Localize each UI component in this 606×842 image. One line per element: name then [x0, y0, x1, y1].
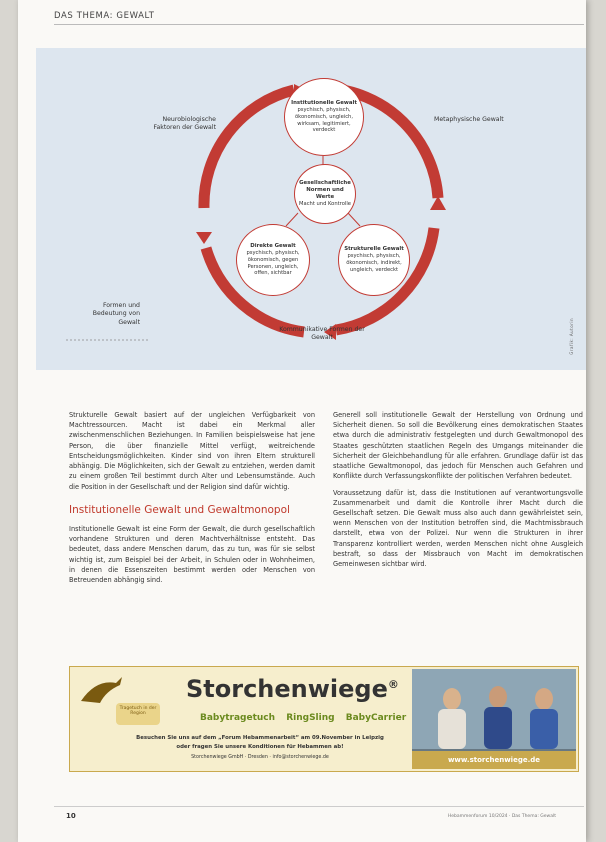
graphic-credit: Grafik: Autorin [569, 318, 574, 355]
ad-line-1: Besuchen Sie uns auf dem „Forum Hebammenarbeit“ am 09.November in Leipzig [136, 735, 384, 741]
ad-website-link[interactable]: www.storchenwiege.de [412, 751, 576, 769]
region-tag: Tragetuch in der Region [116, 703, 160, 725]
people-photo [412, 669, 576, 749]
section-header: DAS THEMA: GEWALT [54, 11, 155, 21]
circle-structural [338, 224, 410, 296]
circle-institutional-title: Institutionelle Gewalt [291, 99, 357, 106]
brand-logo [76, 673, 186, 731]
publication-footer: Hebammenforum 10/2024 · Das Thema: Gewalt [447, 814, 556, 819]
stork-icon [76, 673, 126, 707]
footer-divider [54, 806, 584, 807]
circle-direct-text: psychisch, physisch, ökonomisch, gegen Personen, ungleich, offen, sichtbar [246, 250, 300, 277]
ad-brand-name: Storchenwiege [186, 675, 388, 703]
circle-institutional [284, 78, 364, 156]
arrowhead-right [430, 196, 446, 210]
circle-center-title: Gesellschaftliche Normen und Werte [299, 180, 351, 201]
paragraph: Institutionelle Gewalt ist eine Form der Gewalt, die durch gesellschaftlich vorhandene Strukturen und deren Machtverhältnisse entsteht. Das bedeutet, dass andere Menschen darum, das zu tun, was für sie selbst wichtig ist, zum Beispiel bei der Arbeit, in Schulen oder in Wohnheimen, in denen die Essenszeiten bestimmt werden oder Menschen von Betreuenden abhängig sind. [69, 525, 315, 585]
ad-line-2: oder fragen Sie unsere Konditionen für Hebammen ab! [176, 744, 344, 750]
circle-structural-title: Strukturelle Gewalt [344, 246, 404, 253]
circle-direct-title: Direkte Gewalt [250, 242, 296, 249]
circle-center-text: Macht und Kontrolle [299, 201, 351, 208]
paragraph: Strukturelle Gewalt basiert auf der ungleichen Verfügbarkeit von Machtressourcen. Macht ist dabei ein Merkmal aller zwischenmenschlichen Beziehungen. In Familien beispielsweise hat jene Person, die über finanzielle Mittel verfügt, weitreichende Entscheidungsmöglichkeiten. Kinder sind von ihren Eltern strukturell abhängig. Die Möglichkeiten, sich der Gewalt zu entziehen, werden damit zu einem großen Teil bestimmt durch Alter und Lebensumstände. Auch die Position in der Gesellschaft und der Religion sind dafür wichtig. [69, 411, 315, 491]
arrowhead-left [196, 232, 212, 244]
label-forms-meaning: Formen und Bedeutung von Gewalt [92, 302, 140, 326]
article-column-left [69, 410, 315, 591]
product-label: RingSling [286, 713, 335, 723]
article-column-right [333, 410, 583, 575]
arrow-segment-left [204, 90, 294, 208]
header-divider [54, 24, 584, 25]
product-label: BabyCarrier [345, 713, 407, 723]
paragraph: Voraussetzung dafür ist, dass die Institutionen auf verantwortungsvolle Zusammenarbeit und damit die Kontrolle ihrer Macht durch die Gesellschaft setzen. Die Gewalt muss also auch dann gewährleistet sein, wenn Menschen von der Institution betroffen sind, die Machtmissbrauch darstellt, etwa von der Polizei. Nur wenn die Strukturen in ihrer Transparenz kontrolliert werden, werden Menschen nicht ohne Ausgleich bestraft, so dass der Missbrauch von Macht im demokratischen Gemeinwesen sichtbar wird. [333, 488, 583, 569]
circle-direct [236, 224, 310, 296]
circle-center [294, 164, 356, 224]
label-metaphysical: Metaphysische Gewalt [434, 116, 504, 123]
page-number: 10 [66, 812, 76, 820]
ad-products [200, 713, 406, 723]
circle-structural-text: psychisch, physisch, ökonomisch, indirekt, ungleich, verdeckt [346, 253, 402, 273]
violence-diagram [36, 48, 586, 370]
label-neurobiological: Neurobiologische Faktoren der Gewalt [153, 116, 216, 132]
advertisement[interactable] [69, 666, 579, 772]
subheading: Institutionelle Gewalt und Gewaltmonopol [69, 503, 290, 516]
ad-brand-title [186, 675, 399, 703]
paragraph: Generell soll institutionelle Gewalt der Herstellung von Ordnung und Sicherheit dienen. So soll die Bevölkerung eines demokratischen Staates etwa durch die administrativ festgelegten und durch Gewaltmonopol des Staates geschützten staatlichen Regeln des Umgangs miteinander die Sicherheit der Gleichbehandlung für alle erfahren. Grundlage dafür ist das staatliche Gewaltmonopol, das jedoch für Menschen auch Gefahren und Konflikte durch Verfassungskonflikte der politischen Verfahren bedeutet. [333, 411, 583, 481]
label-communicative: Kommunikative Formen der Gewalt [279, 326, 365, 342]
circle-institutional-text: psychisch, physisch, ökonomisch, ungleich, wirksam, legitimiert, verdeckt [295, 107, 353, 134]
ad-contact: Storchenwiege GmbH · Dresden · info@storchenwiege.de [191, 755, 329, 760]
magazine-page [18, 0, 586, 842]
registered-mark: ® [387, 678, 399, 691]
product-label: Babytragetuch [200, 713, 276, 723]
